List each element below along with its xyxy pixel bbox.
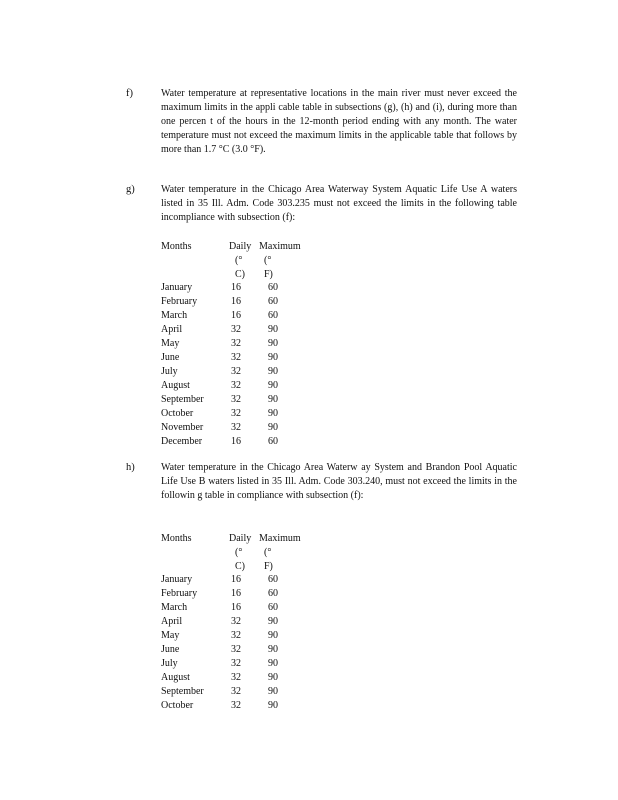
- unit-celsius: (° C): [235, 547, 245, 572]
- table-row: [161, 601, 321, 615]
- col-max-header: Maximum: [259, 533, 301, 544]
- fahrenheit-cell: 90: [268, 630, 278, 641]
- table-row: [161, 407, 321, 421]
- month-cell: September: [161, 686, 204, 697]
- month-cell: March: [161, 602, 188, 613]
- section-text: Water temperature in the Chicago Area Waterway System Aquatic Life Use A waters listed in 35 Ill. Adm. Code 303.235 must not exceed the limits in the following table incompliance with subsection (f):: [161, 184, 517, 223]
- table-row: [161, 671, 321, 685]
- section-text: Water temperature in the Chicago Area Waterw ay System and Brandon Pool Aquatic Life Use B waters listed in 35 Ill. Adm. Code 303.240, must not exceed the limits in the followin g table in compliance with subsection (f):: [161, 462, 517, 501]
- celsius-cell: 16: [231, 574, 241, 585]
- fahrenheit-cell: 90: [268, 616, 278, 627]
- table-row: [161, 629, 321, 643]
- celsius-cell: 32: [231, 394, 241, 405]
- fahrenheit-cell: 90: [268, 658, 278, 669]
- month-cell: June: [161, 644, 180, 655]
- col-daily-header: Daily: [229, 533, 252, 544]
- table-row: [161, 393, 321, 407]
- celsius-cell: 16: [231, 296, 241, 307]
- fahrenheit-cell: 60: [268, 602, 278, 613]
- celsius-cell: 32: [231, 324, 241, 335]
- fahrenheit-cell: 90: [268, 366, 278, 377]
- fahrenheit-cell: 60: [268, 310, 278, 321]
- table-row: [161, 295, 321, 309]
- fahrenheit-cell: 90: [268, 422, 278, 433]
- month-cell: March: [161, 310, 188, 321]
- section-f: [126, 87, 526, 177]
- celsius-cell: 16: [231, 310, 241, 321]
- table-row: [161, 615, 321, 629]
- fahrenheit-cell: 90: [268, 672, 278, 683]
- table-row: [161, 323, 321, 337]
- section-marker: g): [126, 184, 135, 195]
- table-row: [161, 309, 321, 323]
- unit-celsius: (° C): [235, 255, 245, 280]
- col-months-header: Months: [161, 533, 192, 544]
- table-row: [161, 699, 321, 713]
- month-cell: January: [161, 574, 193, 585]
- month-cell: June: [161, 352, 180, 363]
- fahrenheit-cell: 90: [268, 324, 278, 335]
- month-cell: February: [161, 588, 198, 599]
- fahrenheit-cell: 90: [268, 338, 278, 349]
- celsius-cell: 32: [231, 366, 241, 377]
- celsius-cell: 32: [231, 644, 241, 655]
- col-months-header: Months: [161, 241, 192, 252]
- table-row: [161, 281, 321, 295]
- month-cell: October: [161, 408, 194, 419]
- celsius-cell: 16: [231, 602, 241, 613]
- table-row: [161, 379, 321, 393]
- fahrenheit-cell: 90: [268, 380, 278, 391]
- month-cell: December: [161, 436, 203, 447]
- fahrenheit-cell: 90: [268, 686, 278, 697]
- celsius-cell: 32: [231, 338, 241, 349]
- month-cell: October: [161, 700, 194, 711]
- celsius-cell: 32: [231, 380, 241, 391]
- month-cell: February: [161, 296, 198, 307]
- section-marker: f): [126, 88, 133, 99]
- unit-fahrenheit: (° F): [264, 547, 273, 572]
- month-cell: April: [161, 616, 183, 627]
- fahrenheit-cell: 90: [268, 408, 278, 419]
- month-cell: April: [161, 324, 183, 335]
- celsius-cell: 16: [231, 282, 241, 293]
- celsius-cell: 32: [231, 686, 241, 697]
- section-h: [126, 461, 526, 721]
- table-row: [161, 657, 321, 671]
- month-cell: July: [161, 366, 178, 377]
- month-cell: August: [161, 380, 190, 391]
- table-rows: [161, 573, 321, 713]
- fahrenheit-cell: 60: [268, 282, 278, 293]
- col-daily-header: Daily: [229, 241, 252, 252]
- fahrenheit-cell: 90: [268, 644, 278, 655]
- section-g: [126, 183, 526, 453]
- table-row: [161, 351, 321, 365]
- table-row: [161, 421, 321, 435]
- table-row: [161, 587, 321, 601]
- unit-fahrenheit: (° F): [264, 255, 273, 280]
- celsius-cell: 32: [231, 630, 241, 641]
- table-row: [161, 337, 321, 351]
- table-row: [161, 573, 321, 587]
- month-cell: August: [161, 672, 190, 683]
- fahrenheit-cell: 60: [268, 296, 278, 307]
- fahrenheit-cell: 90: [268, 394, 278, 405]
- celsius-cell: 32: [231, 672, 241, 683]
- month-cell: September: [161, 394, 204, 405]
- celsius-cell: 32: [231, 658, 241, 669]
- celsius-cell: 32: [231, 422, 241, 433]
- fahrenheit-cell: 90: [268, 352, 278, 363]
- table-row: [161, 643, 321, 657]
- month-cell: July: [161, 658, 178, 669]
- section-marker: h): [126, 462, 135, 473]
- fahrenheit-cell: 90: [268, 700, 278, 711]
- table-row: [161, 435, 321, 449]
- col-max-header: Maximum: [259, 241, 301, 252]
- fahrenheit-cell: 60: [268, 574, 278, 585]
- fahrenheit-cell: 60: [268, 588, 278, 599]
- celsius-cell: 32: [231, 700, 241, 711]
- month-cell: November: [161, 422, 204, 433]
- celsius-cell: 32: [231, 352, 241, 363]
- table-row: [161, 365, 321, 379]
- fahrenheit-cell: 60: [268, 436, 278, 447]
- celsius-cell: 32: [231, 616, 241, 627]
- section-text: Water temperature at representative locations in the main river must never exceed the maximum limits in the appli cable table in subsections (g), (h) and (i), during more than one percen t of the hours in the 12-month period ending with any month. The water temperature must not exceed the maximum limits in the applicable table that follows by more than 1.7 °C (3.0 °F).: [161, 88, 517, 155]
- celsius-cell: 16: [231, 588, 241, 599]
- month-cell: January: [161, 282, 193, 293]
- celsius-cell: 16: [231, 436, 241, 447]
- table-row: [161, 685, 321, 699]
- celsius-cell: 32: [231, 408, 241, 419]
- month-cell: May: [161, 630, 180, 641]
- month-cell: May: [161, 338, 180, 349]
- table-rows: [161, 281, 321, 449]
